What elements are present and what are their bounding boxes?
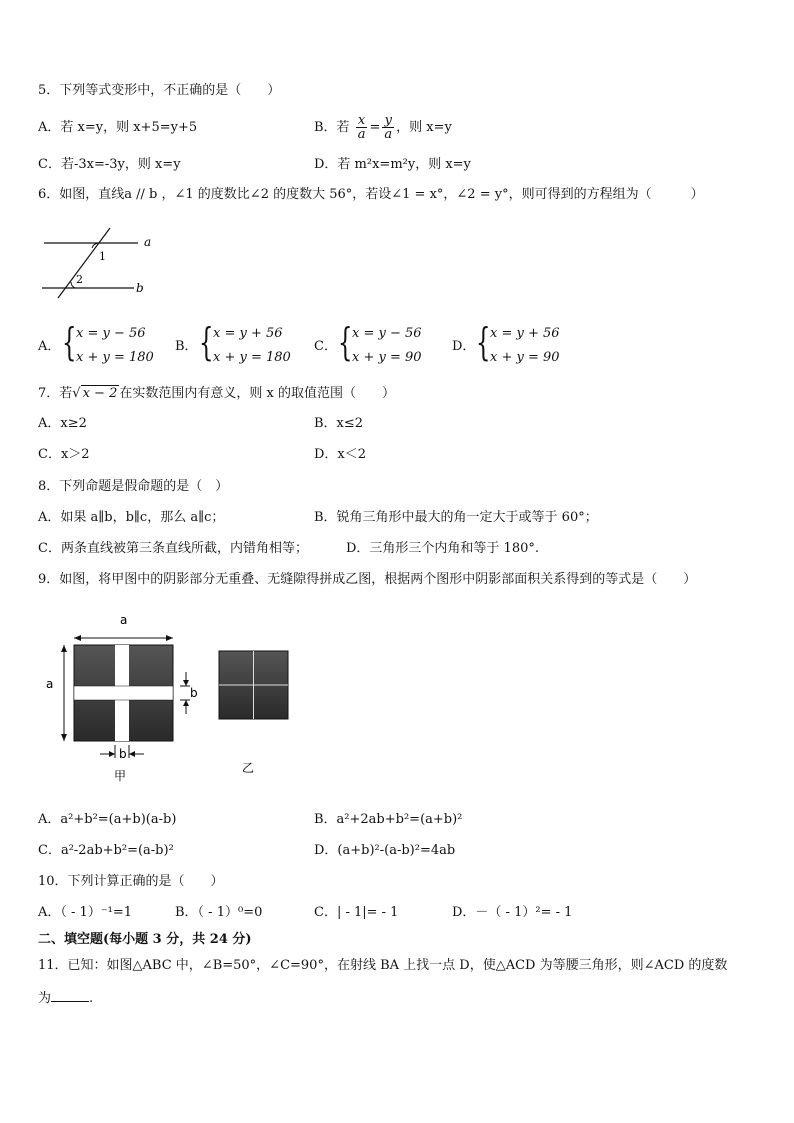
q10-option-c: C．| - 1|= - 1	[314, 905, 399, 920]
q7-radicand: x − 2	[82, 386, 118, 401]
q10-option-a: A．（ - 1）⁻¹=1	[38, 905, 133, 920]
q7-option-d: D．x＜2	[314, 447, 367, 462]
label-a-left: a	[46, 677, 54, 691]
brace: {	[62, 320, 77, 364]
q8-option-d: D．三角形三个内角和等于 180°.	[346, 541, 540, 556]
q6-a-row2: x + y = 180	[76, 350, 154, 365]
arrowhead	[129, 751, 135, 757]
q5-frac2-num: y	[382, 114, 394, 128]
q10-option-d: D．－（ - 1）²= - 1	[452, 905, 573, 920]
q10-option-b: B．（ - 1）⁰=0	[175, 905, 263, 920]
q6-c-row2: x + y = 90	[352, 350, 422, 365]
q6-option-b-label: B．	[175, 339, 198, 354]
q7-stem	[38, 385, 395, 402]
q5-fraction-x-a	[356, 114, 368, 141]
q7-suffix: 在实数范围内有意义，则 x 的取值范围（ ）	[119, 386, 395, 401]
q5-option-c: C．若-3x=-3y，则 x=y	[38, 157, 181, 172]
q8-option-a: A．如果 a∥b，b∥c，那么 a∥c；	[38, 510, 225, 525]
q5-option-b	[314, 110, 452, 146]
q6-a-row1: x = y − 56	[76, 326, 146, 341]
q5-option-a: A．若 x=y，则 x+5=y+5	[38, 120, 198, 135]
q8-stem: 8．下列命题是假命题的是（ ）	[38, 479, 229, 494]
q11-line2-prefix: 为	[38, 991, 52, 1006]
q7-option-a: A．x≥2	[38, 416, 87, 431]
q5-fraction-y-a	[382, 114, 394, 141]
angle-2-arc	[71, 282, 75, 288]
arrowhead	[166, 635, 173, 641]
q5-stem: 5．下列等式变形中，不正确的是（ ）	[38, 83, 281, 98]
q6-stem: 6．如图，直线a // b ，∠1 的度数比∠2 的度数大 56°，若设∠1 = x°，∠2 = y°，则可得到的方程组为（ ）	[38, 187, 704, 202]
brace: {	[476, 320, 491, 364]
arrowhead	[183, 680, 189, 686]
sqrt-symbol: √	[72, 386, 81, 401]
q6-d-row2: x + y = 90	[490, 350, 560, 365]
q6-option-a-label: A．	[38, 339, 61, 354]
q9-option-a: A．a²+b²=(a+b)(a-b)	[38, 812, 177, 827]
q10-stem: 10．下列计算正确的是（ ）	[38, 874, 224, 889]
q9-area-figure	[40, 608, 300, 788]
q6-option-c-label: C．	[314, 339, 337, 354]
q8-option-c: C．两条直线被第三条直线所截，内错角相等；	[38, 541, 308, 556]
arrowhead	[109, 751, 115, 757]
q9-stem: 9．如图，将甲图中的阴影部分无重叠、无缝隙得拼成乙图，根据两个图形中阴影部面积关系得到的等式是（ ）	[38, 572, 697, 587]
arrowhead	[183, 700, 189, 706]
q5-option-b-suffix: ，则 x=y	[396, 120, 452, 135]
q6-d-row1: x = y + 56	[490, 326, 560, 341]
caption-yi: 乙	[242, 761, 255, 775]
q6-b-row1: x = y + 56	[213, 326, 283, 341]
jia-horizontal-strip	[74, 686, 173, 700]
q6-c-row1: x = y − 56	[352, 326, 422, 341]
q5-frac1-num: x	[356, 114, 368, 128]
brace: {	[338, 320, 353, 364]
label-a-top: a	[120, 613, 128, 627]
q7-prefix: 7．若	[38, 386, 73, 401]
q6-b-row2: x + y = 180	[213, 350, 291, 365]
q9-option-d: D．(a+b)²-(a-b)²=4ab	[314, 843, 456, 858]
q5-option-d: D．若 m²x=m²y，则 x=y	[314, 157, 471, 172]
caption-jia: 甲	[114, 769, 127, 783]
label-b: b	[136, 281, 144, 295]
q11-line1: 11．已知：如图△ABC 中，∠B=50°，∠C=90°，在射线 BA 上找一点 D，使△ACD 为等腰三角形，则∠ACD 的度数	[38, 958, 728, 973]
q7-option-c: C．x＞2	[38, 447, 90, 462]
q9-option-c: C．a²-2ab+b²=(a-b)²	[38, 843, 174, 858]
q6-parallel-lines-figure	[38, 226, 168, 302]
q6-option-d-label: D．	[452, 339, 476, 354]
q5-frac2-den: a	[384, 127, 393, 142]
q11-line2	[38, 989, 93, 1007]
q5-equals: =	[369, 120, 381, 135]
label-2: 2	[76, 273, 83, 286]
q9-option-b: B．a²+2ab+b²=(a+b)²	[314, 812, 463, 827]
q8-option-b: B．锐角三角形中最大的角一定大于或等于 60°；	[314, 510, 598, 525]
label-b-bottom: b	[119, 747, 127, 761]
q5-option-b-prefix: B．若	[314, 120, 350, 135]
arrowhead	[74, 635, 81, 641]
q11-line2-suffix: .	[89, 991, 94, 1006]
q7-option-b: B．x≤2	[314, 416, 364, 431]
label-b-right: b	[190, 686, 198, 700]
arrowhead	[61, 645, 67, 652]
arrowhead	[61, 734, 67, 741]
q5-frac1-den: a	[357, 127, 366, 142]
label-a: a	[144, 235, 152, 249]
answer-blank[interactable]	[51, 989, 89, 1002]
brace: {	[199, 320, 214, 364]
section-heading: 二、填空题(每小题 3 分，共 24 分)	[38, 932, 252, 947]
label-1: 1	[99, 250, 106, 263]
